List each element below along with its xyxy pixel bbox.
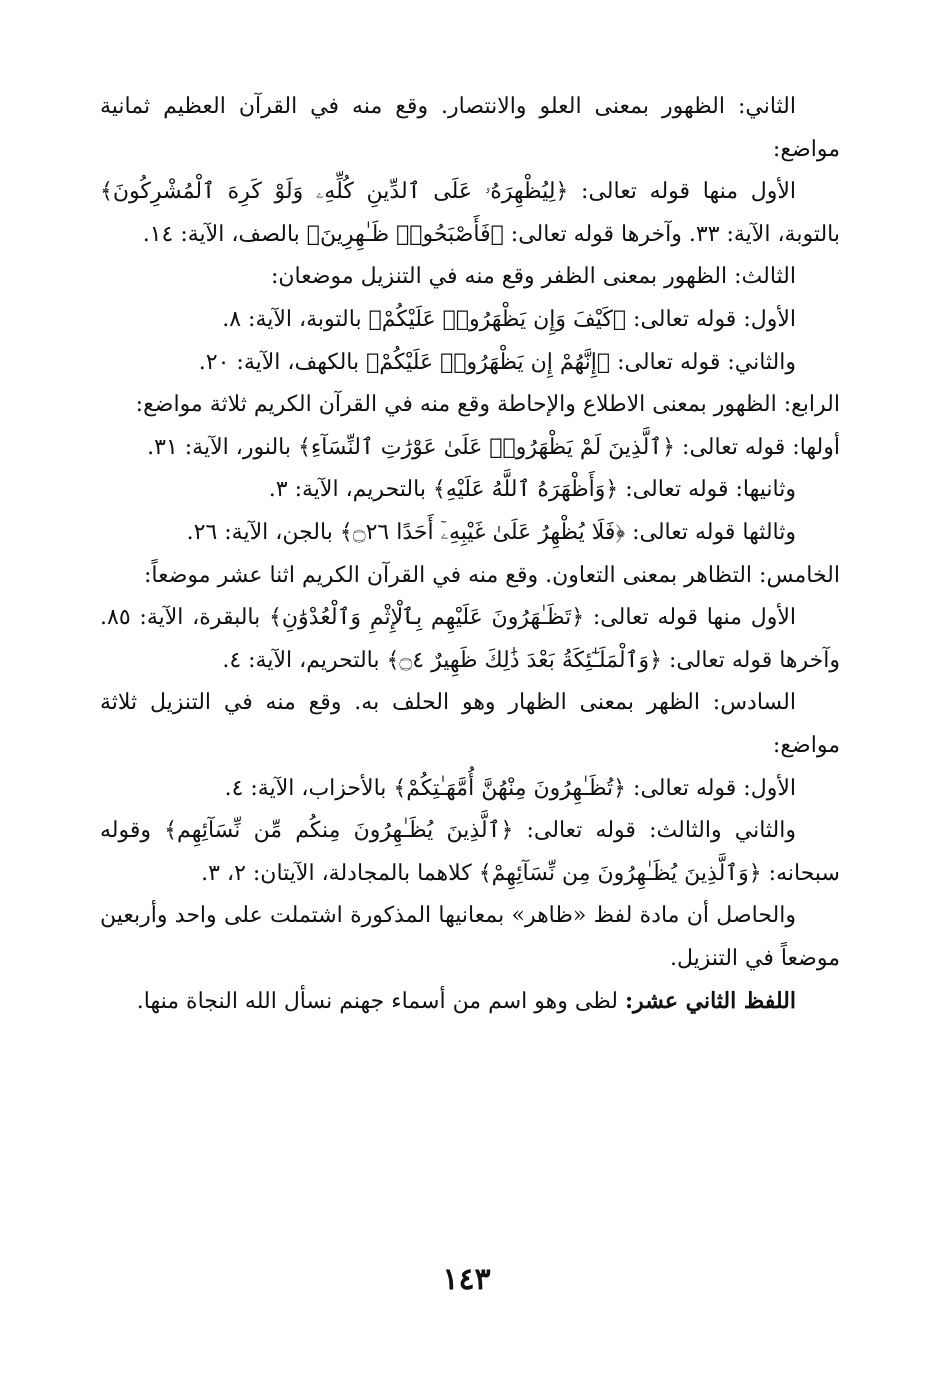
paragraph-fifth-examples: الأول منها قوله تعالى: ﴿تَظَـٰهَرُونَ عَلَيْهِم بِٱلْإِثْمِ وَٱلْعُدْوَٰنِ﴾ بالبقرة، الآية: ٨٥. وآخرها قوله تعالى: ﴿وَٱلْمَلَـٰٓئِكَةُ بَعْدَ ذَٰلِكَ ظَهِيرٌ ۝٤﴾ بالتحريم، الآية: ٤. [100, 605, 840, 673]
paragraph-third-meaning: الثالث: الظهور بمعنى الظفر وقع منه في التنزيل موضعان: [270, 264, 796, 290]
twelfth-word-heading: اللفظ الثاني عشر: [624, 988, 796, 1015]
twelfth-word-text: لظى وهو اسم من أسماء جهنم نسأل الله النجاة منها. [136, 989, 625, 1015]
paragraph-fourth-third: وثالثها قوله تعالى: ﴿فَلَا يُظْهِرُ عَلَىٰ غَيْبِهِۦٓ أَحَدًا ۝٢٦﴾ بالجن، الآية: ٢٦. [186, 519, 796, 545]
paragraph-sixth-meaning: السادس: الظهر بمعنى الظهار وهو الحلف به. وقع منه في التنزيل ثلاثة مواضع: [100, 690, 840, 758]
paragraph-second-meaning: الثاني: الظهور بمعنى العلو والانتصار. وقع منه في القرآن العظيم ثمانية مواضع: [100, 94, 840, 162]
paragraph-twelfth-word [100, 980, 840, 1024]
paragraph-fifth-meaning: الخامس: التظاهر بمعنى التعاون. وقع منه في القرآن الكريم اثنا عشر موضعاً: [144, 562, 840, 588]
paragraph-summary: والحاصل أن مادة لفظ «ظاهر» بمعانيها المذكورة اشتملت على واحد وأربعين موضعاً في التنزيل. [100, 903, 840, 971]
page-number: ١٤٣ [442, 1262, 491, 1297]
paragraph-third-first: الأول: قوله تعالى: ﴿كَيْفَ وَإِن يَظْهَرُوا۟ عَلَيْكُمْ﴾ بالتوبة، الآية: ٨. [222, 306, 796, 332]
paragraph-fourth-meaning: الرابع: الظهور بمعنى الاطلاع والإحاطة وقع منه في القرآن الكريم ثلاثة مواضع: [135, 392, 840, 418]
paragraph-sixth-first: الأول: قوله تعالى: ﴿تُظَـٰهِرُونَ مِنْهُنَّ أُمَّهَـٰتِكُمْ﴾ بالأحزاب، الآية: ٤. [224, 775, 796, 801]
paragraph-second-examples: الأول منها قوله تعالى: ﴿لِيُظْهِرَهُۥ عَلَى ٱلدِّينِ كُلِّهِۦ وَلَوْ كَرِهَ ٱلْمُشْرِكُونَ﴾ بالتوبة، الآية: ٣٣. وآخرها قوله تعالى: ﴿فَأَصْبَحُوا۟ ظَـٰهِرِينَ﴾ بالصف، الآية: ١٤. [100, 179, 840, 247]
paragraph-sixth-second-third: والثاني والثالث: قوله تعالى: ﴿ٱلَّذِينَ يُظَـٰهِرُونَ مِنكُم مِّن نِّسَآئِهِم﴾ وقوله سبحانه: ﴿وَٱلَّذِينَ يُظَـٰهِرُونَ مِن نِّسَآئِهِمْ﴾ كلاهما بالمجادلة، الآيتان: ٢، ٣. [100, 818, 840, 886]
paragraph-third-second: والثاني: قوله تعالى: ﴿إِنَّهُمْ إِن يَظْهَرُوا۟ عَلَيْكُمْ﴾ بالكهف، الآية: ٢٠. [198, 349, 796, 375]
paragraph-fourth-second: وثانيها: قوله تعالى: ﴿وَأَظْهَرَهُ ٱللَّهُ عَلَيْهِ﴾ بالتحريم، الآية: ٣. [268, 477, 796, 503]
body-text [100, 86, 840, 1024]
paragraph-fourth-first: أولها: قوله تعالى: ﴿ٱلَّذِينَ لَمْ يَظْهَرُوا۟ عَلَىٰ عَوْرَٰتِ ٱلنِّسَآءِ﴾ بالنور، الآية: ٣١. [147, 434, 840, 460]
